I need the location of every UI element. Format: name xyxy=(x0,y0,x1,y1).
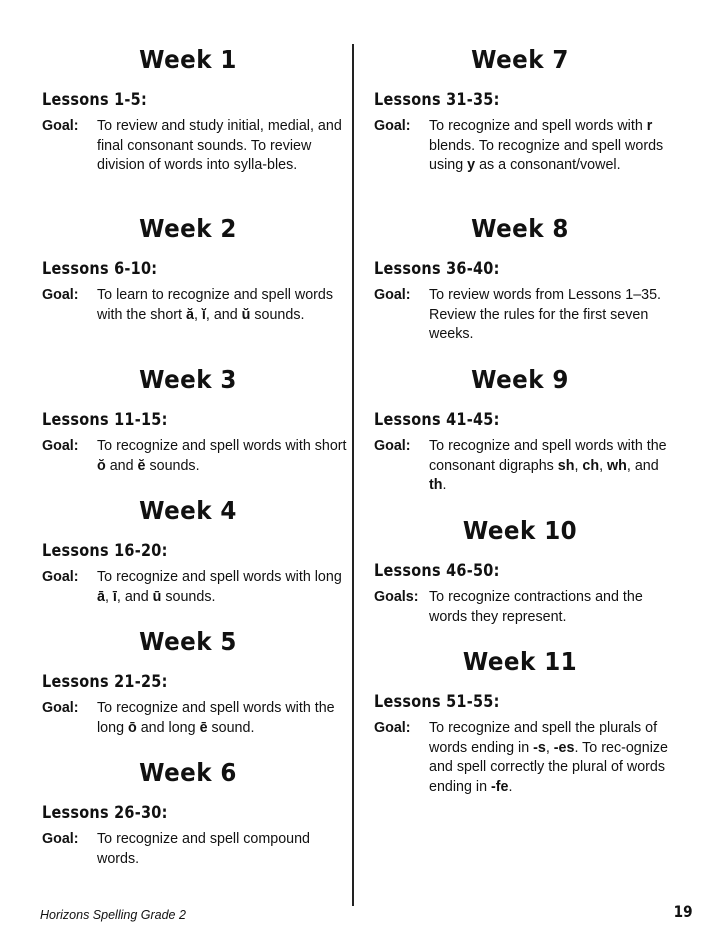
goal-text-segment: ă xyxy=(186,306,194,323)
goal-text-segment: ē xyxy=(199,719,208,736)
goal-text xyxy=(97,568,347,607)
week-title: Week 9 xyxy=(471,365,569,394)
goal-text xyxy=(97,117,347,176)
goal-text-segment: , xyxy=(599,457,608,474)
goal-text-segment: as a consonant/vowel. xyxy=(475,157,621,174)
goal-label: Goal: xyxy=(42,700,79,716)
goal-text-segment: To recognize and spell compound words. xyxy=(97,831,311,867)
week-title: Week 8 xyxy=(471,214,569,243)
goal-text-segment: sound. xyxy=(207,719,255,736)
goal-text-segment: To recognize and spell words with long xyxy=(97,569,342,585)
goal-text-segment: wh xyxy=(607,457,627,474)
goal-text-segment: ŭ xyxy=(241,306,251,323)
goal-text-segment: , and xyxy=(205,306,242,323)
week-title: Week 5 xyxy=(139,627,237,656)
week-title: Week 2 xyxy=(139,214,237,243)
goal-text-segment: To review words from Lessons 1–35. Review the rules for the first seven weeks. xyxy=(429,287,662,343)
goal-text-segment: . xyxy=(508,778,513,795)
goal-label: Goal: xyxy=(42,831,79,847)
lessons-heading: Lessons 51-55: xyxy=(374,692,500,712)
week-title: Week 4 xyxy=(139,496,237,525)
week-title: Week 10 xyxy=(462,516,578,545)
goal-text-segment: . To rec-ognize and spell correctly the plural of words ending in xyxy=(429,739,668,795)
goal-text xyxy=(429,437,679,496)
lessons-heading: Lessons 6-10: xyxy=(42,259,158,279)
lessons-heading: Lessons 16-20: xyxy=(42,541,168,561)
lessons-heading: Lessons 11-15: xyxy=(42,410,168,430)
goal-text-segment: To recognize and spell words with xyxy=(429,118,647,134)
week-title: Week 6 xyxy=(139,758,237,787)
goal-text-segment: To learn to recognize and spell words with the short xyxy=(97,287,334,323)
goal-text-segment: ĕ xyxy=(137,457,146,474)
goal-text-segment: To recognize and spell words with the long xyxy=(97,700,335,736)
week-title: Week 11 xyxy=(462,647,578,676)
goal-text-segment: sh xyxy=(557,457,575,474)
goal-text-segment: ī xyxy=(112,588,117,605)
goal-text-segment: blends. To recognize and spell words using xyxy=(429,137,664,174)
goal-text-segment: sounds. xyxy=(145,457,200,474)
goal-text-segment: To review and study initial, medial, and final consonant sounds. To review division of words into sylla-bles. xyxy=(97,118,342,174)
week-title: Week 7 xyxy=(471,45,569,74)
goal-text-segment: th xyxy=(429,477,443,494)
goal-text xyxy=(429,286,679,345)
lessons-heading: Lessons 31-35: xyxy=(374,90,500,110)
goal-text-segment: r xyxy=(646,118,653,134)
goal-label: Goals: xyxy=(374,589,419,605)
goal-text xyxy=(97,830,347,869)
goal-text-segment: , and xyxy=(116,588,153,605)
goal-text-segment: ch xyxy=(582,457,600,474)
goal-text-segment: ā xyxy=(97,588,105,605)
goal-text-segment: and xyxy=(105,457,138,474)
goal-text-segment: , and xyxy=(626,457,659,474)
goal-label: Goal: xyxy=(374,438,411,454)
goal-text xyxy=(97,699,347,738)
goal-label: Goal: xyxy=(42,118,79,134)
lessons-heading: Lessons 41-45: xyxy=(374,410,500,430)
lessons-heading: Lessons 46-50: xyxy=(374,561,500,581)
goal-text-segment: ū xyxy=(152,588,162,605)
goal-text-segment: , xyxy=(545,739,554,756)
goal-label: Goal: xyxy=(42,569,79,585)
goal-text-segment: -s xyxy=(533,739,546,756)
goal-text-segment: sounds. xyxy=(250,306,305,323)
goal-text-segment: To recognize and spell words with short xyxy=(97,438,347,454)
goal-text xyxy=(97,437,347,476)
lessons-heading: Lessons 36-40: xyxy=(374,259,500,279)
goal-text-segment: To recognize and spell words with the consonant digraphs xyxy=(429,438,667,474)
goal-text-segment: and long xyxy=(136,719,200,736)
week-title: Week 1 xyxy=(139,45,237,74)
goal-text xyxy=(429,117,679,176)
page-number: 19 xyxy=(673,902,693,921)
goal-text-segment: . xyxy=(442,477,447,494)
goal-text-segment: y xyxy=(467,157,476,174)
goal-label: Goal: xyxy=(42,438,79,454)
goal-text-segment: To recognize and spell the plurals of words ending in xyxy=(429,720,658,756)
goal-text-segment: ŏ xyxy=(97,457,106,474)
goal-text-segment: , xyxy=(193,306,202,323)
goal-text-segment: sounds. xyxy=(161,588,216,605)
week-title: Week 3 xyxy=(139,365,237,394)
goal-text-segment: -es xyxy=(553,739,575,756)
goal-label: Goal: xyxy=(374,118,411,134)
footer-book-title: Horizons Spelling Grade 2 xyxy=(40,908,186,922)
goal-text-segment: -fe xyxy=(491,778,509,795)
goal-text-segment: ĭ xyxy=(201,306,206,323)
goal-text xyxy=(429,719,679,797)
goal-label: Goal: xyxy=(374,287,411,303)
goal-text xyxy=(429,588,679,627)
column-divider xyxy=(352,44,354,906)
goal-text-segment: ō xyxy=(128,719,137,736)
goal-label: Goal: xyxy=(374,720,411,736)
goal-text xyxy=(97,286,347,325)
lessons-heading: Lessons 26-30: xyxy=(42,803,168,823)
goal-text-segment: , xyxy=(104,588,113,605)
goal-label: Goal: xyxy=(42,287,79,303)
lessons-heading: Lessons 1-5: xyxy=(42,90,148,110)
goal-text-segment: , xyxy=(574,457,583,474)
goal-text-segment: To recognize contractions and the words they represent. xyxy=(429,589,643,625)
lessons-heading: Lessons 21-25: xyxy=(42,672,168,692)
